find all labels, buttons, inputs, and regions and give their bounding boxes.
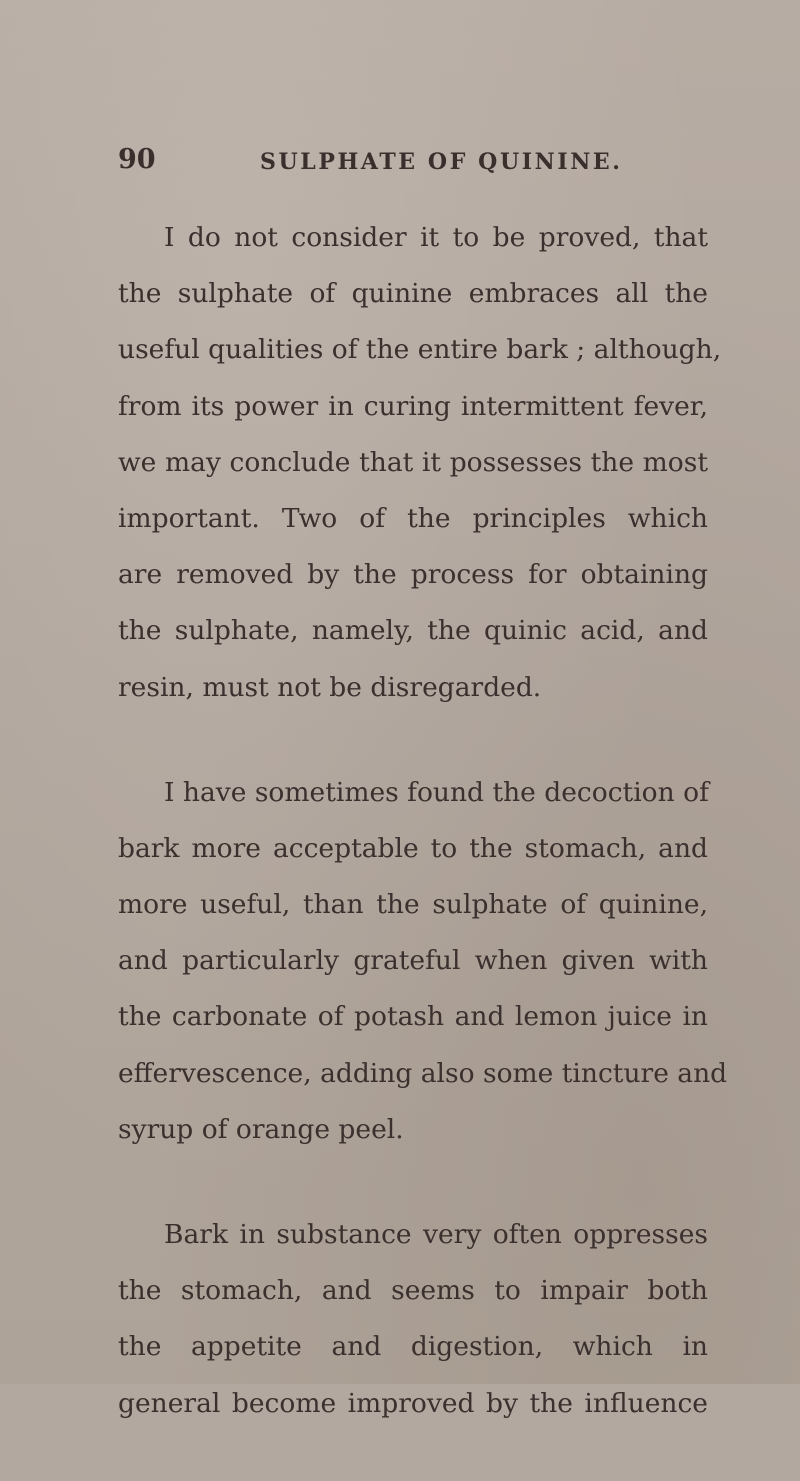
text-line: I have sometimes found the decoction of xyxy=(164,776,709,808)
text-line: the carbonate of potash and lemon juice in xyxy=(118,1001,708,1033)
text-line: the sulphate of quinine embraces all the xyxy=(118,278,708,310)
text-line: useful qualities of the entire bark ; although, xyxy=(118,334,722,366)
text-line: general become improved by the influence xyxy=(118,1387,708,1419)
text-line: I do not consider it to be proved, that xyxy=(164,222,708,253)
page-number: 90 xyxy=(118,144,156,175)
paragraph-3 xyxy=(118,1207,708,1432)
text-line: syrup of orange peel. xyxy=(118,1113,404,1145)
paragraph-1 xyxy=(118,210,722,716)
text-line: from its power in curing intermittent fever, xyxy=(118,390,708,422)
page-header xyxy=(118,140,708,180)
text-line: we may conclude that it possesses the most xyxy=(118,446,708,478)
running-title: SULPHATE OF QUININE. xyxy=(260,149,623,175)
text-line: effervescence, adding also some tincture and xyxy=(118,1057,728,1089)
text-line: and particularly grateful when given with xyxy=(118,945,708,977)
text-line: the appetite and digestion, which in xyxy=(118,1331,708,1363)
text-line: important. Two of the principles which xyxy=(118,502,708,534)
text-line: resin, must not be disregarded. xyxy=(118,671,542,703)
text-line: more useful, than the sulphate of quinine, xyxy=(118,889,708,921)
text-line: Bark in substance very often oppresses xyxy=(164,1219,708,1250)
text-line: are removed by the process for obtaining xyxy=(118,559,708,591)
paragraph-2 xyxy=(118,765,728,1158)
text-line: the stomach, and seems to impair both xyxy=(118,1275,708,1307)
text-line: the sulphate, namely, the quinic acid, and xyxy=(118,615,708,647)
text-line: bark more acceptable to the stomach, and xyxy=(118,832,708,864)
body-text xyxy=(118,210,728,1481)
